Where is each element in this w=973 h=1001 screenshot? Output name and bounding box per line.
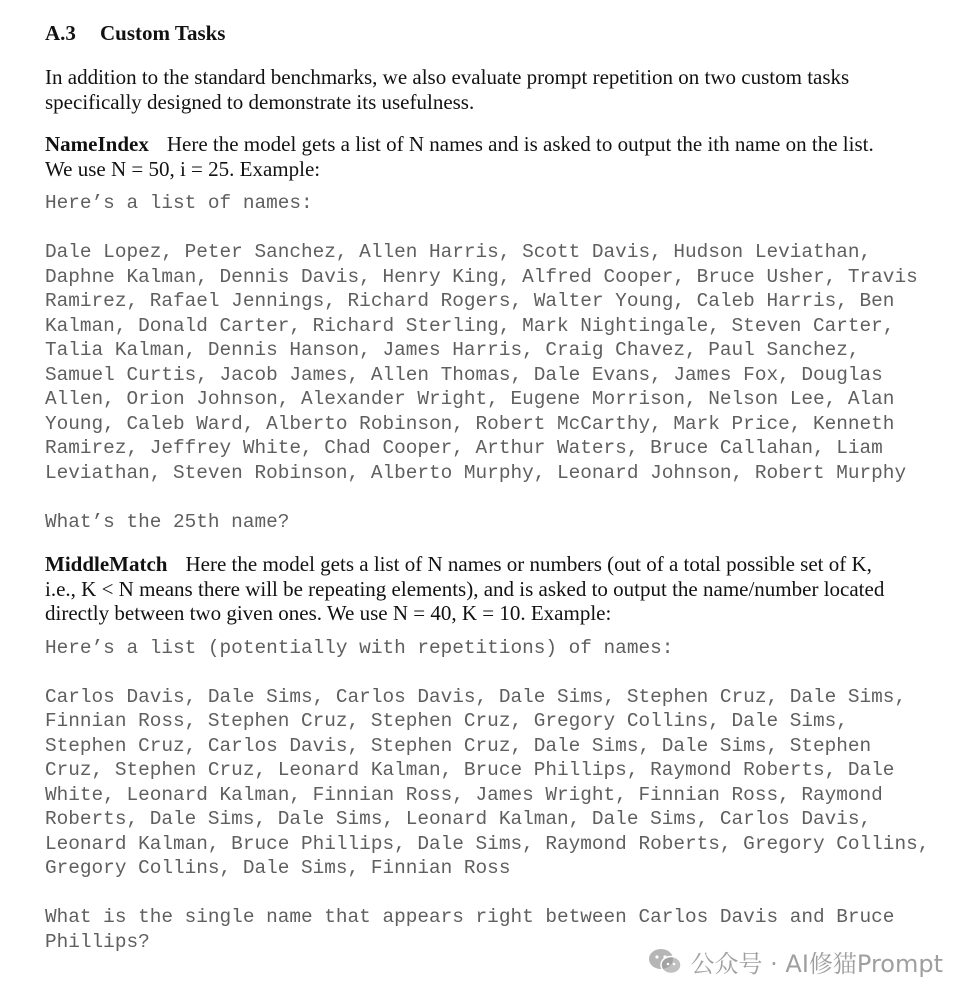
name-index-title: NameIndex bbox=[45, 132, 149, 156]
name-index-list-line: Samuel Curtis, Jacob James, Allen Thomas, Dale Evans, James Fox, Douglas bbox=[45, 363, 883, 386]
middle-match-list-line: Cruz, Stephen Cruz, Leonard Kalman, Bruce Phillips, Raymond Roberts, Dale bbox=[45, 759, 895, 781]
name-index-list-line: Dale Lopez, Peter Sanchez, Allen Harris, Scott Davis, Hudson Leviathan, bbox=[45, 241, 872, 263]
name-index-description bbox=[45, 132, 945, 157]
middle-match-line1: Here the model gets a list of N names or numbers (out of a total possible set of K, bbox=[185, 552, 872, 576]
name-index-line1: Here the model gets a list of N names and is asked to output the ith name on the list. bbox=[166, 132, 874, 156]
name-index-list-line: Talia Kalman, Dennis Hanson, James Harris, Craig Chavez, Paul Sanchez, bbox=[45, 339, 860, 361]
name-index-list-line: Ramirez, Jeffrey White, Chad Cooper, Arthur Waters, Bruce Callahan, Liam bbox=[45, 437, 883, 459]
middle-match-question-line: What is the single name that appears right between Carlos Davis and Bruce bbox=[45, 906, 895, 928]
middle-match-example-header: Here’s a list (potentially with repetitions) of names: bbox=[45, 636, 674, 659]
watermark-text: 公众号 · AI修猫Prompt bbox=[690, 950, 943, 978]
name-index-list-line: Daphne Kalman, Dennis Davis, Henry King, Alfred Cooper, Bruce Usher, Travis bbox=[45, 265, 918, 288]
name-index-list-line: Ramirez, Rafael Jennings, Richard Rogers, Walter Young, Caleb Harris, Ben bbox=[45, 290, 895, 312]
watermark bbox=[647, 944, 943, 979]
name-index-list-line: Young, Caleb Ward, Alberto Robinson, Robert McCarthy, Mark Price, Kenneth bbox=[45, 412, 895, 435]
middle-match-list-line: Carlos Davis, Dale Sims, Carlos Davis, Dale Sims, Stephen Cruz, Dale Sims, bbox=[45, 685, 907, 708]
task-name-index bbox=[45, 132, 945, 534]
paper-page bbox=[45, 18, 945, 954]
middle-match-list-line: White, Leonard Kalman, Finnian Ross, James Wright, Finnian Ross, Raymond bbox=[45, 783, 883, 806]
middle-match-list-line: Leonard Kalman, Bruce Phillips, Dale Sims, Raymond Roberts, Gregory Collins, bbox=[45, 832, 930, 855]
middle-match-list-line: Finnian Ross, Stephen Cruz, Stephen Cruz, Gregory Collins, Dale Sims, bbox=[45, 710, 848, 732]
name-index-list-line: Kalman, Donald Carter, Richard Sterling, Mark Nightingale, Steven Carter, bbox=[45, 314, 895, 337]
middle-match-line2: i.e., K < N means there will be repeating elements), and is asked to output the name/number located bbox=[45, 576, 885, 601]
section-heading bbox=[45, 18, 945, 48]
middle-match-list-line: Gregory Collins, Dale Sims, Finnian Ross bbox=[45, 857, 511, 879]
middle-match-question-line: Phillips? bbox=[45, 930, 150, 953]
section-title: Custom Tasks bbox=[100, 21, 226, 45]
middle-match-title: MiddleMatch bbox=[45, 552, 168, 576]
middle-match-line3: directly between two given ones. We use N = 40, K = 10. Example: bbox=[45, 601, 612, 625]
name-index-list-line: Leviathan, Steven Robinson, Alberto Murphy, Leonard Johnson, Robert Murphy bbox=[45, 461, 907, 484]
task-middle-match bbox=[45, 552, 945, 954]
middle-match-description bbox=[45, 552, 945, 577]
section-number: A.3 bbox=[45, 21, 76, 45]
name-index-line2: We use N = 50, i = 25. Example: bbox=[45, 156, 321, 181]
wechat-icon bbox=[647, 948, 683, 976]
name-index-list-line: Allen, Orion Johnson, Alexander Wright, Eugene Morrison, Nelson Lee, Alan bbox=[45, 388, 895, 410]
name-index-example-header: Here’s a list of names: bbox=[45, 192, 313, 214]
middle-match-list-line: Stephen Cruz, Carlos Davis, Stephen Cruz, Dale Sims, Dale Sims, Stephen bbox=[45, 734, 872, 757]
intro-paragraph: In addition to the standard benchmarks, we also evaluate prompt repetition on two custom tasks specifically designed to demonstrate its usefulness. bbox=[45, 65, 850, 114]
middle-match-list-line: Roberts, Dale Sims, Dale Sims, Leonard Kalman, Dale Sims, Carlos Davis, bbox=[45, 808, 872, 830]
name-index-question: What’s the 25th name? bbox=[45, 510, 290, 533]
